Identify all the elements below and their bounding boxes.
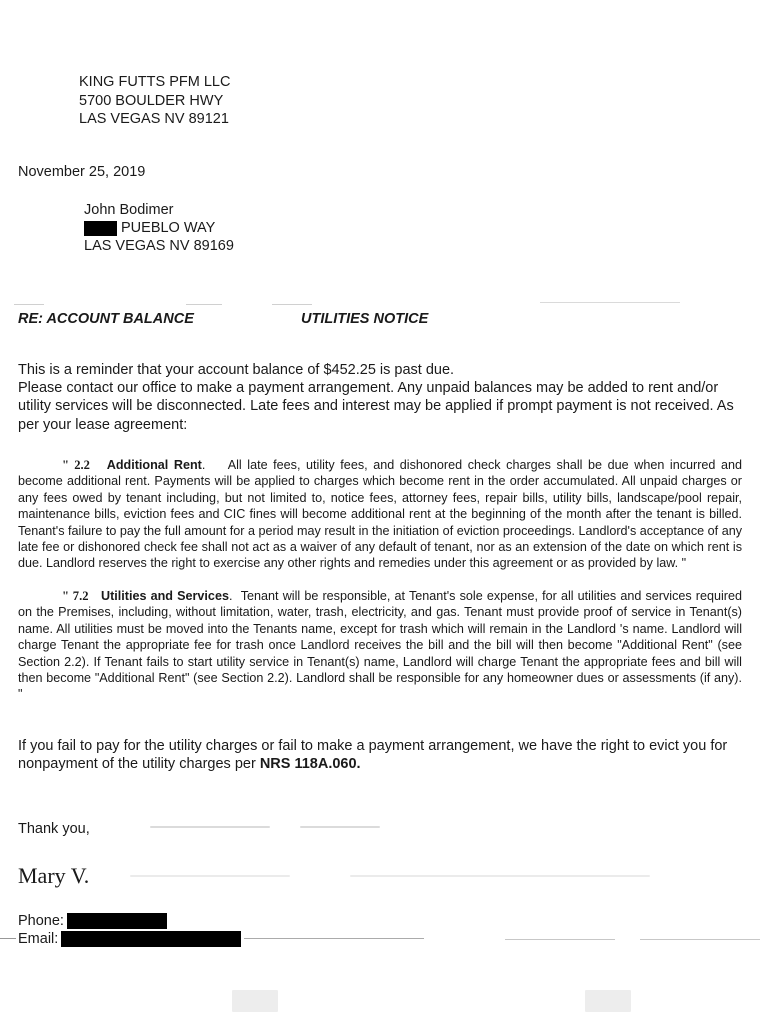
scan-artifact [232,990,278,1012]
recipient-city: LAS VEGAS NV 89169 [84,238,234,254]
redaction-bar [67,913,167,929]
scan-artifact [505,939,615,940]
lease-clause-7-2: " 7.2 Utilities and Services. Tenant will be responsible, at Tenant's sole expense, for all utilities and services required on the Premises, including, without limitation, water, trash, electricity, and gas. Tenant must provide proof of service in Tenant(s) name. All utilities must be moved into the Tenants name, except for trash which will remain in the Landlord 's name. Landlord will charge Tenant the appropriate fee for trash once Landlord receives the bill and the bill will then become "Additional Rent" (see Section 2.2). If Tenant fails to start utility service in Tenant(s) name, Landlord will charge Tenant the appropriate fees and bill will then become "Additional Rent" (see Section 2.2). Landlord shall be responsible for any homeowner dues or assessments (if any). " [18,589,743,702]
letter-date: November 25, 2019 [18,164,146,180]
recipient-name: John Bodimer [84,202,174,218]
subject-re: RE: ACCOUNT BALANCE [18,311,194,327]
signature: Mary V. [18,863,90,888]
email-label: Email: [18,931,59,947]
sender-street: 5700 BOULDER HWY [79,93,224,109]
lease-clause-2-2: " 2.2 Additional Rent. All late fees, utility fees, and dishonored check charges shall be due when incurred and become additional rent. Payments will be applied to charges which become rent in the order accumulated. All unpaid charges or any fees owed by tenant including, but not limited to, notice fees, attorney fees, repair bills, utility bills, landscape/pool repair, maintenance bills, eviction fees and CIC fines will become additional rent at the beginning of the month after the tenant is billed. Tenant's failure to pay the full amount for a period may result in the initiation of eviction proceedings. Landlord's acceptance of any late fee or dishonored check fee shall not act as a waiver of any default of tenant, nor as an extension of the date on which rent is due. Landlord reserves the right to exercise any other rights and remedies under this agreement or as provided by law. " [18,458,743,571]
clause-number: " 2.2 [62,458,90,472]
scan-artifact [0,938,16,939]
scan-artifact [640,939,760,940]
recipient-street: PUEBLO WAY [121,220,216,236]
scan-artifact [540,302,680,303]
recipient-street-line [84,219,215,237]
clause-body: All late fees, utility fees, and dishonored check charges shall be due when incurred and become additional rent. Payments will be applied to charges which become rent in the order accumulated. All unpaid charges or any fees owed by tenant including, but not limited to, notice fees, attorney fees, repair bills, utility bills, landscape/pool repair, maintenance bills, eviction fees and CIC fines will become additional rent at the beginning of the month after the tenant is billed. Tenant's failure to pay the full amount for a period may result in the initiation of eviction proceedings. Landlord's acceptance of any late fee or dishonored check fee shall not act as a waiver of any default of tenant, nor as an extension of the date on which rent is due. Landlord reserves the right to exercise any other rights and remedies under this agreement or as provided by law. " [18,458,743,571]
phone-label: Phone: [18,913,64,929]
scan-artifact [350,875,650,877]
clause-number: " 7.2 [62,589,89,603]
eviction-warning [18,737,746,773]
warning-text: If you fail to pay for the utility charges or fail to make a payment arrangement, we have the right to evict you for nonpayment of the utility charges per [18,738,728,773]
phone-line [18,912,167,930]
sender-name: KING FUTTS PFM LLC [79,74,231,90]
scan-artifact [272,304,312,305]
scan-artifact [186,304,222,305]
redaction-bar [61,931,241,947]
email-line [18,930,241,948]
scan-artifact [14,304,44,305]
scan-artifact [300,826,380,828]
intro-line-1: This is a reminder that your account balance of $452.25 is past due. [18,362,455,378]
scan-artifact [585,990,631,1012]
scan-artifact [150,826,270,828]
redaction-bar [84,221,117,236]
scan-artifact [130,875,290,877]
subject-notice: UTILITIES NOTICE [301,311,429,327]
scan-artifact [244,938,424,939]
intro-paragraph [18,361,740,434]
clause-title: Additional Rent [106,458,202,472]
closing: Thank you, [18,821,90,837]
clause-title: Utilities and Services [100,589,229,603]
sender-city: LAS VEGAS NV 89121 [79,111,229,127]
clause-body: Tenant will be responsible, at Tenant's sole expense, for all utilities and services required on the Premises, including, without limitation, water, trash, electricity, and gas. Tenant must provide proof of service in Tenant(s) name. All utilities must be moved into the Tenants name, except for trash which will remain in the Landlord 's name. Landlord will charge Tenant the appropriate fee for trash once Landlord receives the bill and the bill will then become "Additional Rent" (see Section 2.2). If Tenant fails to start utility service in Tenant(s) name, Landlord will charge Tenant the appropriate fees and bill will then become "Additional Rent" (see Section 2.2). Landlord shall be responsible for any homeowner dues or assessments (if any). " [18,589,743,702]
intro-line-2: Please contact our office to make a payment arrangement. Any unpaid balances may be added to rent and/or utility services will be disconnected. Late fees and interest may be applied if prompt payment is not received. As per your lease agreement: [18,380,734,433]
statute-reference: NRS 118A.060. [259,756,361,773]
